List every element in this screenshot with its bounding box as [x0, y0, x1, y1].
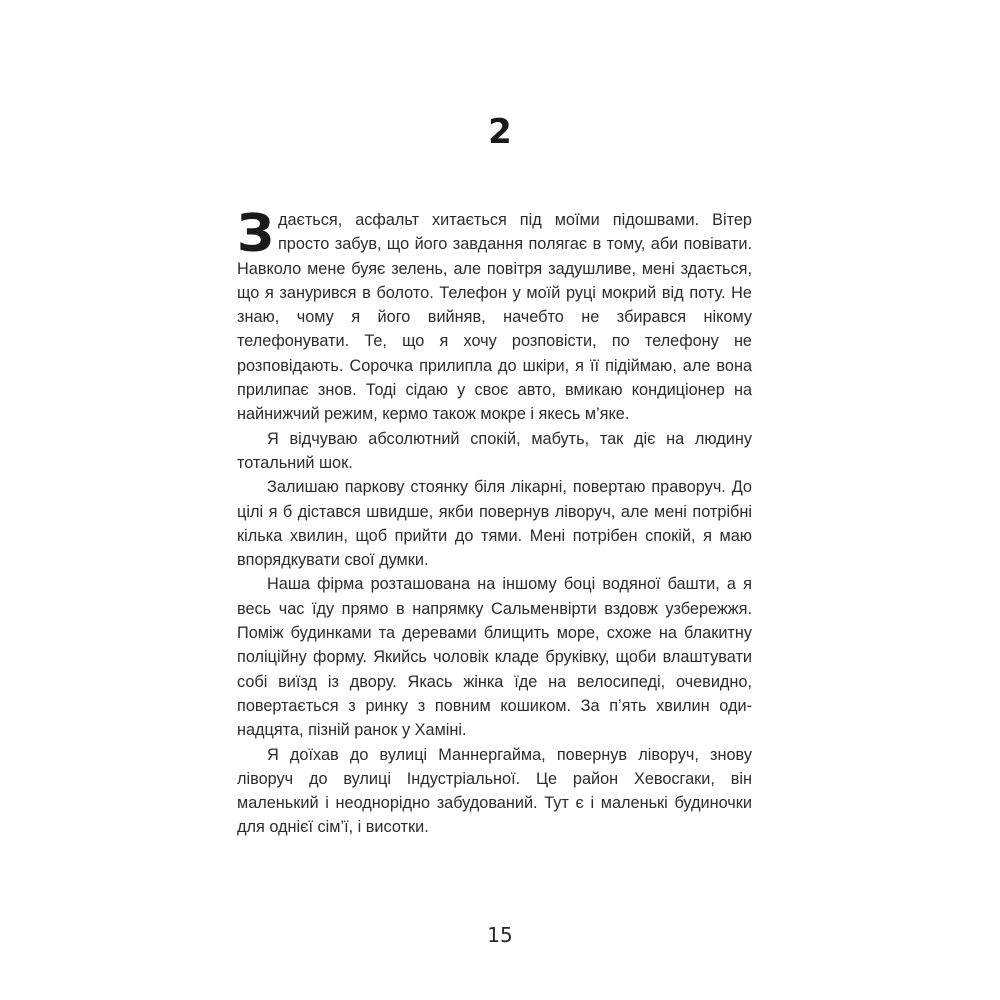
paragraph-1	[237, 204, 752, 427]
page-number: 15	[487, 923, 513, 947]
paragraph-1-text: дається, асфальт хитається під моїми підошвами. Вітер просто забув, що його завдання полягає в тому, аби повівати. Навколо мене буяє зелень, але повітря задушливе, мені здається, що я занурився в болото. Телефон у моїй руці мокрий від поту. Не знаю, чому я його вийняв, начебто не збирався нікому телефонувати. Те, що я хочу розповісти, по телефону не розповідають. Сорочка прилипла до шкіри, я її підіймаю, але вона прилипає знов. Тоді сідаю у своє авто, вмикаю кондиціонер на найнижчий режим, кермо також мокре і якесь м’яке.	[237, 211, 752, 424]
paragraph-4: Наша фірма розташована на іншому боці водяної башти, а я весь час їду прямо в напрямку Сальменвірти вздовж узбережжя. Поміж будинками та деревами блищить море, схоже на блакитну поліційну форму. Якийсь чоловік кладе бруківку, щоби влаштувати собі виїзд із двору. Якась жінка їде на велосипеді, очевидно, повертається з ринку з повним кошиком. За п’ять хвилин одинадцята, пізній ранок у Хаміні.	[237, 575, 752, 740]
chapter-number: 2	[488, 112, 512, 152]
drop-cap: З	[237, 204, 274, 264]
paragraph-5: Я доїхав до вулиці Маннергайма, повернув ліворуч, знову ліворуч до вулиці Індустріальної. Це район Хевосгаки, він маленький і неоднорідно забудований. Тут є і маленькі будиночки для однієї сім’ї, і висотки.	[237, 745, 752, 837]
body-text	[237, 204, 752, 840]
paragraph-3: Залишаю паркову стоянку біля лікарні, повертаю праворуч. До цілі я б дістався швидше, якби повернув ліворуч, але мені потрібні кілька хвилин, щоб прийти до тями. Мені потрібен спокій, я маю впорядкувати свої думки.	[237, 478, 752, 570]
paragraph-2: Я відчуваю абсолютний спокій, мабуть, так діє на людину тотальний шок.	[237, 429, 752, 472]
